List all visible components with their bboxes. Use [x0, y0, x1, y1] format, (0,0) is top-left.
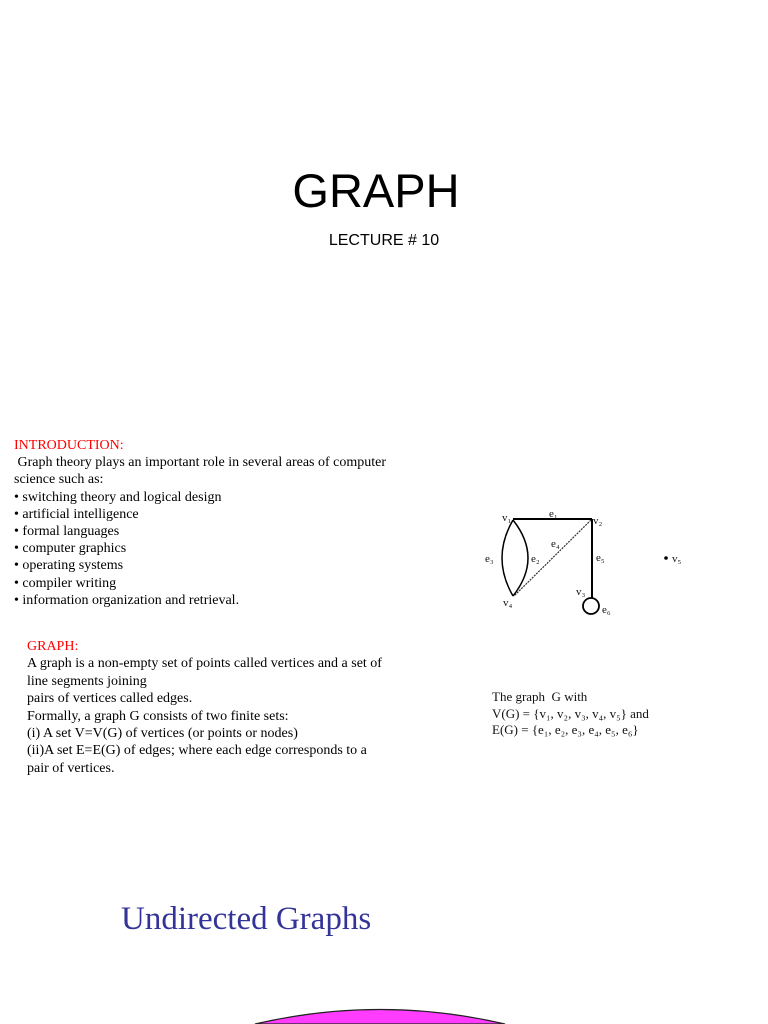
edge-e3 [502, 520, 513, 596]
lecture-number: LECTURE # 10 [328, 232, 440, 249]
label-v2: v₂ [593, 515, 603, 527]
graph-definition-section [27, 638, 382, 777]
bullet-item: • information organization and retrieval. [14, 592, 240, 608]
definition-text-line: Formally, a graph G consists of two finite sets: [27, 708, 289, 724]
bullet-item: • operating systems [14, 558, 124, 574]
label-e4: e₄ [551, 538, 560, 550]
bullet-item: • formal languages [14, 524, 120, 540]
introduction-section [14, 437, 386, 609]
introduction-heading: INTRODUCTION: [14, 438, 124, 453]
label-v4: v₄ [503, 597, 513, 609]
definition-text-line: pairs of vertices called edges. [27, 691, 193, 707]
bullet-item: • artificial intelligence [14, 506, 139, 522]
label-e2: e₂ [531, 553, 540, 565]
definition-text-line: A graph is a non-empty set of points called vertices and a set of [27, 656, 382, 672]
definition-text-line: (ii)A set E=E(G) of edges; where each edge corresponds to a [27, 743, 367, 759]
label-e1: e₁ [549, 508, 558, 520]
label-v1: v₁ [502, 512, 512, 524]
label-e3: e₃ [485, 553, 494, 565]
label-v5: v₅ [672, 553, 682, 565]
decorative-shape-fill [255, 1010, 505, 1024]
introduction-text-line: science such as: [14, 472, 104, 488]
slide-title: GRAPH [292, 164, 460, 217]
edge-e6-loop [583, 598, 599, 614]
bullet-item: • switching theory and logical design [14, 489, 222, 505]
introduction-text-line: Graph theory plays an important role in several areas of computer [14, 455, 387, 471]
graph-definition-heading: GRAPH: [27, 639, 79, 654]
vertex-v5-dot [664, 556, 668, 560]
graph-figure [470, 490, 710, 625]
caption-line: The graph G with [492, 689, 588, 704]
caption-vertex-set: V(G) = {v₁, v₂, v₃, v₄, v₅} and [492, 705, 649, 721]
definition-text-line: pair of vertices. [27, 760, 115, 776]
definition-text-line: line segments joining [27, 673, 147, 689]
label-e6: e₆ [602, 604, 611, 616]
caption-edge-set: E(G) = {e₁, e₂, e₃, e₄, e₅, e₆} [492, 722, 639, 737]
figure-caption [492, 689, 649, 739]
edge-e4 [514, 520, 591, 596]
decorative-shape [240, 1000, 520, 1024]
bullet-item: • computer graphics [14, 541, 127, 557]
label-e5: e₅ [596, 552, 605, 564]
label-v3: v₃ [576, 586, 586, 598]
undirected-graphs-heading: Undirected Graphs [121, 901, 372, 937]
definition-text-line: (i) A set V=V(G) of vertices (or points or nodes) [27, 726, 298, 742]
bullet-item: • compiler writing [14, 575, 117, 591]
